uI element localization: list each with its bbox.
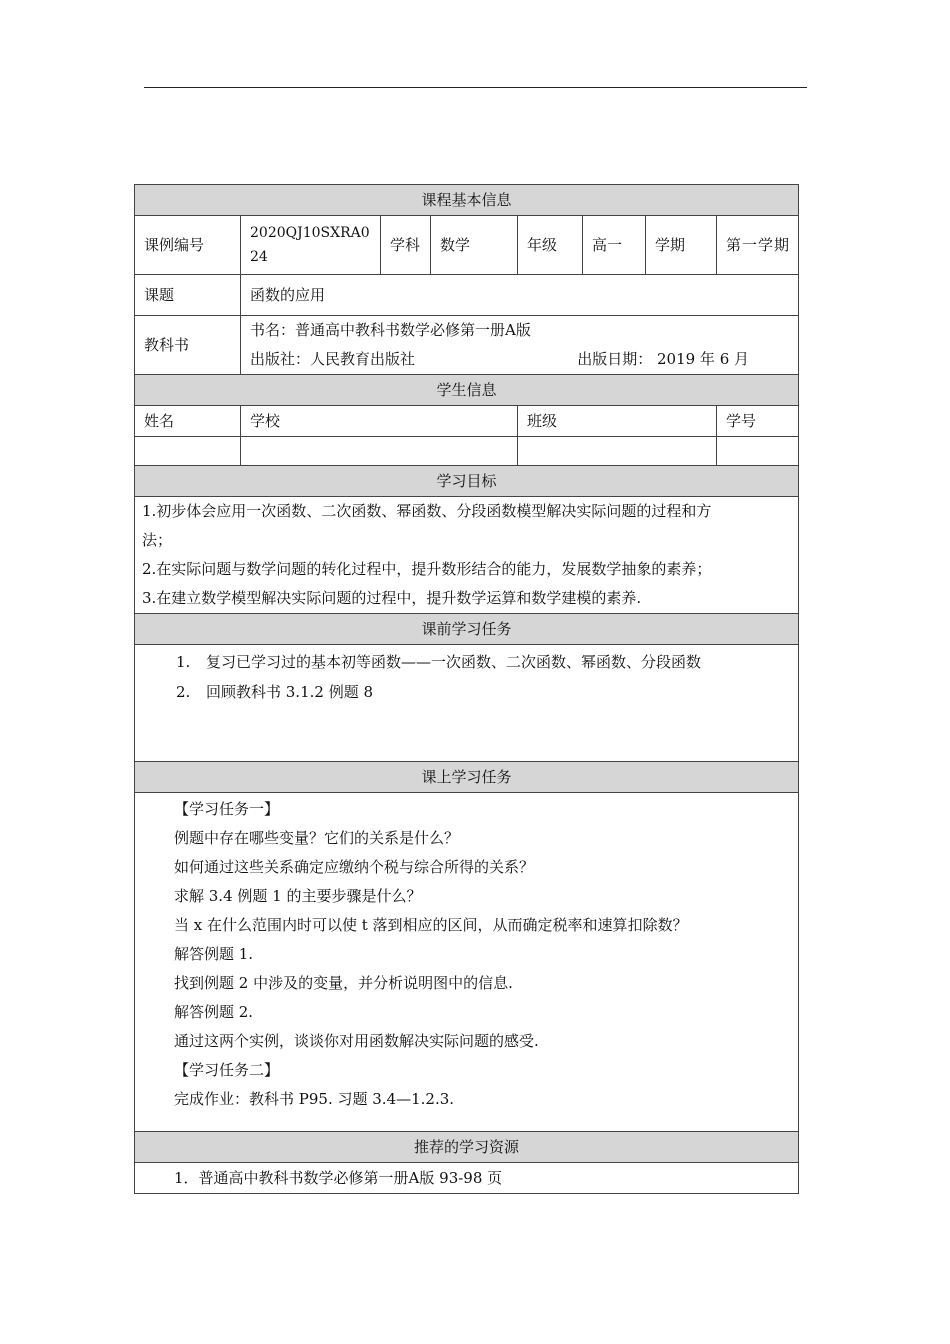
student-school-cell — [241, 437, 518, 466]
goal-line: 法； — [142, 531, 173, 549]
task-line: 如何通过这些关系确定应缴纳个税与综合所得的关系？ — [174, 858, 535, 876]
pre-class-item-num: 2. — [176, 683, 191, 701]
resources-header-row — [135, 1132, 799, 1163]
grade-label: 年级 — [518, 216, 583, 275]
task-line: 通过这两个实例，谈谈你对用函数解决实际问题的感受. — [174, 1032, 539, 1050]
pre-class-content — [135, 645, 799, 762]
resource-item: 1．普通高中教科书数学必修第一册A版 93-98 页 — [174, 1169, 503, 1187]
pre-class-header-row — [135, 614, 799, 645]
student-columns-row — [135, 406, 799, 437]
publish-date: 出版日期： 2019 年 6 月 — [577, 350, 750, 368]
student-id-cell — [717, 437, 799, 466]
subject-value: 数学 — [431, 216, 518, 275]
resources-row — [135, 1163, 799, 1194]
goals-row — [135, 497, 799, 614]
pre-class-row — [135, 645, 799, 762]
pre-class-item — [144, 647, 789, 677]
lesson-plan-table — [134, 184, 799, 1194]
goals-header: 学习目标 — [135, 466, 799, 497]
task-line: 解答例题 2. — [174, 1003, 254, 1021]
task-line: 【学习任务二】 — [174, 1061, 280, 1079]
resources-header: 推荐的学习资源 — [135, 1132, 799, 1163]
student-blank-row — [135, 437, 799, 466]
student-name-cell — [135, 437, 241, 466]
subject-label: 学科 — [381, 216, 431, 275]
course-info-header-row — [135, 185, 799, 216]
task-line: 找到例题 2 中涉及的变量，并分析说明图中的信息. — [174, 974, 513, 992]
student-id-label: 学号 — [717, 406, 799, 437]
publisher: 出版社：人民教育出版社 — [250, 350, 416, 368]
in-class-header: 课上学习任务 — [135, 762, 799, 793]
task-line: 求解 3.4 例题 1 的主要步骤是什么？ — [174, 887, 422, 905]
publisher-line — [250, 345, 789, 374]
student-info-header-row — [135, 375, 799, 406]
course-code-row — [135, 216, 799, 275]
topic-label: 课题 — [135, 275, 241, 316]
task-line: 完成作业：教科书 P95. 习题 3.4—1.2.3. — [174, 1090, 455, 1108]
term-label: 学期 — [646, 216, 717, 275]
task-line: 【学习任务一】 — [174, 800, 280, 818]
case-no-value: 2020QJ10SXRA024 — [241, 216, 381, 275]
goal-line: 3.在建立数学模型解决实际问题的过程中，提升数学运算和数学建模的素养. — [142, 589, 642, 607]
textbook-info — [241, 316, 799, 375]
in-class-header-row — [135, 762, 799, 793]
textbook-row — [135, 316, 799, 375]
header-rule — [144, 87, 807, 88]
goals-content — [135, 497, 799, 614]
case-no-label: 课例编号 — [135, 216, 241, 275]
textbook-label: 教科书 — [135, 316, 241, 375]
pre-class-header: 课前学习任务 — [135, 614, 799, 645]
pre-class-item-num: 1. — [176, 653, 191, 671]
pre-class-item — [144, 677, 789, 707]
task-line: 例题中存在哪些变量？它们的关系是什么？ — [174, 829, 460, 847]
student-info-header: 学生信息 — [135, 375, 799, 406]
pre-class-item-text: 复习已学习过的基本初等函数——一次函数、二次函数、幂函数、分段函数 — [206, 653, 702, 671]
goal-line: 1.初步体会应用一次函数、二次函数、幂函数、分段函数模型解决实际问题的过程和方 — [142, 502, 712, 520]
student-school-label: 学校 — [241, 406, 518, 437]
course-info-header: 课程基本信息 — [135, 185, 799, 216]
book-name: 书名：普通高中教科书数学必修第一册A版 — [250, 321, 531, 339]
term-value: 第一学期 — [717, 216, 799, 275]
resources-content — [135, 1163, 799, 1194]
in-class-content — [135, 793, 799, 1132]
goals-header-row — [135, 466, 799, 497]
pre-class-item-text: 回顾教科书 3.1.2 例题 8 — [206, 683, 374, 701]
student-class-cell — [518, 437, 717, 466]
task-line: 解答例题 1. — [174, 945, 254, 963]
goal-line: 2.在实际问题与数学问题的转化过程中，提升数形结合的能力，发展数学抽象的素养； — [142, 560, 712, 578]
student-name-label: 姓名 — [135, 406, 241, 437]
task-line: 当 x 在什么范围内时可以使 t 落到相应的区间，从而确定税率和速算扣除数？ — [174, 916, 688, 934]
topic-value: 函数的应用 — [241, 275, 799, 316]
topic-row — [135, 275, 799, 316]
grade-value: 高一 — [583, 216, 646, 275]
student-class-label: 班级 — [518, 406, 717, 437]
in-class-row — [135, 793, 799, 1132]
